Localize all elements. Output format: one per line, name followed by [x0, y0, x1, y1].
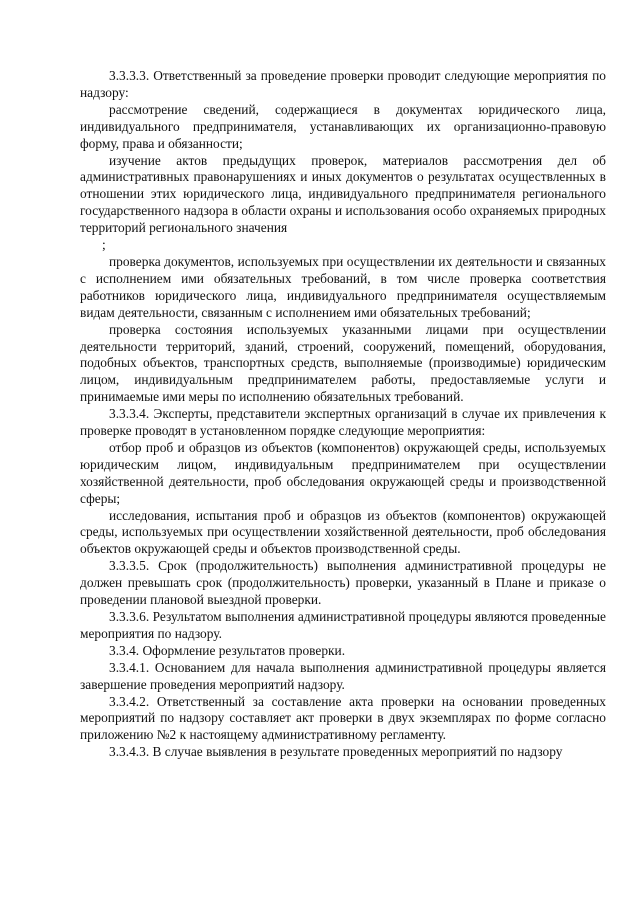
paragraph-condition-check: проверка состояния используемых указанными лицами при осуществлении деятельности территорий, зданий, строений, сооружений, помещений, оборудования, подобных объектов, транспортных средств, выполняемые (производимые) юридическим лицом, индивидуальным предпринимателем работы, предоставляемые услуги и принимаемые ими меры по исполнению обязательных требований. [80, 321, 606, 405]
paragraph-3-3-4-1: 3.3.4.1. Основанием для начала выполнения административной процедуры является завершение проведения мероприятий надзору. [80, 659, 606, 692]
paragraph-semicolon: ; [102, 237, 106, 253]
paragraph-sampling: отбор проб и образцов из объектов (компонентов) окружающей среды, используемых юридическим лицом, индивидуальным предпринимателем при осуществлении хозяйственной деятельности, проб обследования окружающей среды и производственной сферы; [80, 439, 606, 506]
paragraph-review-info: рассмотрение сведений, содержащиеся в документах юридического лица, индивидуального предпринимателя, устанавливающих их организационно-правовую форму, права и обязанности; [80, 101, 606, 151]
paragraph-3-3-4-2: 3.3.4.2. Ответственный за составление акта проверки на основании проведенных мероприятий по надзору составляет акт проверки в двух экземплярах по форме согласно приложению №2 к настоящему административному регламенту. [80, 693, 606, 743]
paragraph-3-3-3-4: 3.3.3.4. Эксперты, представители экспертных организаций в случае их привлечения к проверке проводят в установленном порядке следующие мероприятия: [80, 406, 606, 439]
paragraph-document-check: проверка документов, используемых при осуществлении их деятельности и связанных с исполнением ими обязательных требований, в том числе проверка соответствия работников юридического лица, индивидуального предпринимателя осуществляемым видам деятельности, связанным с исполнением ими обязательных требований; [80, 253, 606, 320]
paragraph-3-3-3-5: 3.3.3.5. Срок (продолжительность) выполнения административной процедуры не должен превышать срок (продолжительность) проверки, указанный в Плане и приказе о проведении плановой выездной проверки. [80, 558, 606, 608]
paragraph-3-3-3-3: 3.3.3.3. Ответственный за проведение проверки проводит следующие мероприятия по надзору: [80, 68, 606, 100]
document-page [80, 68, 606, 761]
paragraph-testing: исследования, испытания проб и образцов из объектов (компонентов) окружающей среды, используемых при осуществлении хозяйственной деятельности, проб обследования объектов окружающей среды и объектов производственной среды. [80, 507, 606, 557]
paragraph-3-3-4-3: 3.3.4.3. В случае выявления в результате проведенных мероприятий по надзору [109, 744, 563, 760]
paragraph-3-3-4: 3.3.4. Оформление результатов проверки. [109, 642, 346, 658]
paragraph-3-3-3-6: 3.3.3.6. Результатом выполнения административной процедуры являются проведенные мероприятия по надзору. [80, 609, 606, 641]
paragraph-study-acts: изучение актов предыдущих проверок, материалов рассмотрения дел об административных правонарушениях и иных документов о результатах осуществленных в отношении этих юридического лица, индивидуального предпринимателя регионального государственного надзора в области охраны и использования особо охраняемых природных территорий регионального значения [80, 152, 606, 236]
